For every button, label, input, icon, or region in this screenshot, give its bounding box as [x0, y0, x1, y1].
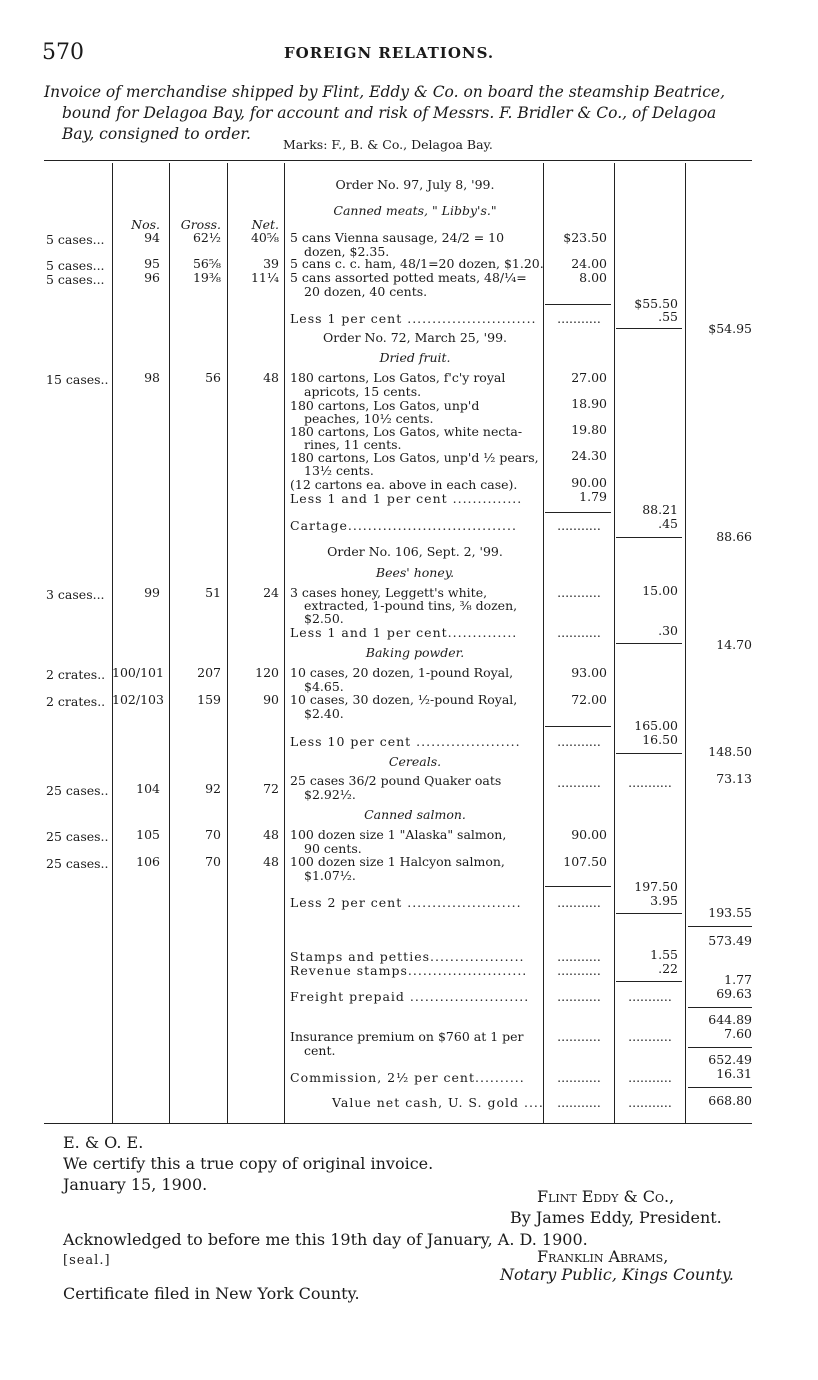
- item-desc: Stamps and petties...................: [290, 949, 525, 964]
- item-desc: $2.92½.: [304, 787, 356, 802]
- running-head: FOREIGN RELATIONS.: [284, 44, 495, 62]
- item-desc-text: Value net cash, U. S. gold: [332, 1095, 519, 1110]
- title-line: Bay, consigned to order.: [62, 125, 251, 143]
- subtotal-cell: 165.00: [634, 718, 678, 733]
- sum-rule: [545, 886, 611, 887]
- nos-cell: 100/101: [112, 665, 164, 680]
- net-cell: 48: [263, 854, 279, 869]
- gross-cell: 70: [205, 827, 221, 842]
- package-count: 2 crates..: [46, 667, 106, 682]
- total-cell: 16.31: [716, 1066, 752, 1081]
- category-heading: Canned meats, " Libby's.": [333, 203, 497, 218]
- amount-cell: 19.80: [571, 422, 607, 437]
- item-desc: 10 cases, 20 dozen, 1-pound Royal,: [290, 665, 514, 680]
- item-desc: 5 cans c. c. ham, 48/1=20 dozen, $1.20.: [290, 256, 544, 271]
- column-divider: [543, 163, 544, 1123]
- total-cell: 193.55: [708, 905, 752, 920]
- order-heading: Order No. 72, March 25, '99.: [322, 330, 508, 345]
- amount-cell: 107.50: [563, 854, 607, 869]
- amount-cell: 72.00: [571, 692, 607, 707]
- page-number: 570: [42, 40, 84, 65]
- amount-cell: 24.30: [571, 448, 607, 463]
- amount-cell: 93.00: [571, 665, 607, 680]
- item-desc: 13½ cents.: [304, 463, 374, 478]
- gross-cell: 159: [197, 692, 221, 707]
- amount-cell: 16.50: [642, 732, 678, 747]
- item-desc-text: Cartage: [290, 518, 348, 533]
- nos-cell: 106: [136, 854, 160, 869]
- gross-cell: 92: [205, 781, 221, 796]
- sum-rule: [688, 1007, 752, 1008]
- item-desc: 3 cases honey, Leggett's white,: [290, 585, 488, 600]
- leader-dots: ...........: [557, 1070, 601, 1085]
- item-desc: 180 cartons, Los Gatos, unp'd: [290, 398, 480, 413]
- order-heading: Order No. 106, Sept. 2, '99.: [327, 544, 503, 559]
- leader-dots: ...........: [557, 585, 601, 600]
- leader-dots: ...........: [557, 734, 601, 749]
- nos-cell: 96: [144, 270, 160, 285]
- item-desc: $4.65.: [304, 679, 344, 694]
- item-desc: rines, 11 cents.: [304, 437, 402, 452]
- package-count: 3 cases...: [46, 587, 105, 602]
- leader-dots: ...........: [628, 775, 672, 790]
- invoice-title: [44, 82, 769, 145]
- item-desc: Less 2 per cent .......................: [290, 895, 522, 910]
- sum-rule: [688, 926, 752, 927]
- total-cell: 652.49: [708, 1052, 752, 1067]
- table-top-rule: [44, 160, 752, 161]
- total-cell: $54.95: [708, 321, 752, 336]
- gross-cell: 19⅜: [192, 270, 221, 285]
- item-desc: $2.40.: [304, 706, 344, 721]
- item-desc: cent.: [304, 1043, 336, 1058]
- amount-cell: 8.00: [579, 270, 607, 285]
- leader-dots: ...........: [557, 989, 601, 1004]
- gross-cell: 56⅝: [192, 256, 221, 271]
- subtotal-cell: 88.21: [642, 502, 678, 517]
- amount-cell: 27.00: [571, 370, 607, 385]
- sum-rule: [616, 537, 682, 538]
- subtotal-cell: $55.50: [634, 296, 678, 311]
- sum-rule: [616, 328, 682, 329]
- item-desc-text: Commission, 2½ per cent: [290, 1070, 476, 1085]
- gross-cell: 207: [197, 665, 221, 680]
- item-desc-text: Freight prepaid: [290, 989, 405, 1004]
- leader-dots: ...........: [557, 311, 601, 326]
- nos-cell: 99: [144, 585, 160, 600]
- package-count: 2 crates..: [46, 694, 106, 709]
- category-heading: Canned salmon.: [364, 807, 466, 822]
- shipping-marks: Marks: F., B. & Co., Delagoa Bay.: [283, 137, 493, 152]
- nos-cell: 98: [144, 370, 160, 385]
- amount-cell: $23.50: [563, 230, 607, 245]
- leader-dots: ...........: [557, 1029, 601, 1044]
- item-desc: Cartage..................................: [290, 518, 517, 533]
- package-count: 5 cases...: [46, 272, 105, 287]
- total-cell: 148.50: [708, 744, 752, 759]
- item-desc: 100 dozen size 1 Halcyon salmon,: [290, 854, 505, 869]
- amount-cell: 3.95: [650, 893, 678, 908]
- category-heading: Bees' honey.: [375, 565, 455, 580]
- item-desc-text: Less 1 and 1 per cent: [290, 491, 448, 506]
- amount-cell: .30: [658, 623, 678, 638]
- column-divider: [284, 163, 285, 1123]
- item-desc: peaches, 10½ cents.: [304, 411, 434, 426]
- nos-cell: 94: [144, 230, 160, 245]
- item-desc: 25 cases 36/2 pound Quaker oats: [290, 773, 502, 788]
- item-desc: 100 dozen size 1 "Alaska" salmon,: [290, 827, 507, 842]
- nos-cell: 95: [144, 256, 160, 271]
- errors-omissions: E. & O. E.: [63, 1133, 144, 1152]
- sum-rule: [616, 913, 682, 914]
- nos-cell: 102/103: [112, 692, 164, 707]
- notary-title: Notary Public, Kings County.: [500, 1265, 734, 1284]
- item-desc: 180 cartons, Los Gatos, unp'd ½ pears,: [290, 450, 539, 465]
- sum-rule: [616, 643, 682, 644]
- item-desc: Insurance premium on $760 at 1 per: [290, 1029, 524, 1044]
- nos-cell: 105: [136, 827, 160, 842]
- package-count: 25 cases..: [46, 856, 109, 871]
- item-desc: 20 dozen, 40 cents.: [304, 284, 428, 299]
- net-cell: 39: [263, 256, 279, 271]
- item-desc: Less 1 and 1 per cent ..............: [290, 491, 523, 506]
- net-cell: 48: [263, 827, 279, 842]
- net-cell: 40⅝: [250, 230, 279, 245]
- item-desc-text: Less 2 per cent: [290, 895, 403, 910]
- total-cell: 69.63: [716, 986, 752, 1001]
- amount-cell: 1.79: [579, 489, 607, 504]
- col-head-nos: Nos.: [131, 217, 160, 232]
- package-count: 5 cases...: [46, 258, 105, 273]
- sum-rule: [616, 753, 682, 754]
- gross-cell: 70: [205, 854, 221, 869]
- sum-rule: [545, 304, 611, 305]
- net-cell: 11¼: [250, 270, 279, 285]
- gross-cell: 56: [205, 370, 221, 385]
- net-cell: 120: [255, 665, 279, 680]
- sum-rule: [688, 1087, 752, 1088]
- amount-cell: 1.55: [650, 947, 678, 962]
- leader-dots: ...........: [628, 1029, 672, 1044]
- leader-dots: ...........: [557, 625, 601, 640]
- order-heading: Order No. 97, July 8, '99.: [335, 177, 495, 192]
- total-cell: 644.89: [708, 1012, 752, 1027]
- firm-signature: Flint Eddy & Co.,: [537, 1187, 675, 1206]
- leader-dots: ...........: [557, 949, 601, 964]
- total-cell: 88.66: [716, 529, 752, 544]
- col-head-gross: Gross.: [180, 217, 221, 232]
- item-desc: 180 cartons, Los Gatos, f'c'y royal: [290, 370, 506, 385]
- amount-cell: .22: [658, 961, 678, 976]
- total-cell: 668.80: [708, 1093, 752, 1108]
- item-desc: $2.50.: [304, 611, 344, 626]
- net-cell: 72: [263, 781, 279, 796]
- column-divider: [169, 163, 170, 1123]
- amount-cell: 24.00: [571, 256, 607, 271]
- amount-cell: 18.90: [571, 396, 607, 411]
- leader-dots: ...........: [557, 518, 601, 533]
- seal-mark: [seal.]: [63, 1253, 111, 1268]
- item-desc: Less 1 and 1 per cent..............: [290, 625, 518, 640]
- item-desc: 10 cases, 30 dozen, ½-pound Royal,: [290, 692, 518, 707]
- item-desc-text: Revenue stamps: [290, 963, 408, 978]
- item-desc: Value net cash, U. S. gold ....: [332, 1095, 544, 1110]
- item-desc: Less 1 per cent ..........................: [290, 311, 537, 326]
- nos-cell: 104: [136, 781, 160, 796]
- item-desc: Freight prepaid ........................: [290, 989, 530, 1004]
- item-desc: 5 cans Vienna sausage, 24/2 = 10: [290, 230, 505, 245]
- item-desc: extracted, 1-pound tins, ⅜ dozen,: [304, 598, 518, 613]
- leader-dots: ...........: [557, 895, 601, 910]
- amount-cell: 15.00: [642, 583, 678, 598]
- leader-dots: ...........: [628, 1095, 672, 1110]
- item-desc: Commission, 2½ per cent..........: [290, 1070, 525, 1085]
- sum-rule: [545, 726, 611, 727]
- item-desc: Revenue stamps........................: [290, 963, 528, 978]
- subtotal-cell: 197.50: [634, 879, 678, 894]
- item-desc: Less 10 per cent .....................: [290, 734, 521, 749]
- amount-cell: 90.00: [571, 827, 607, 842]
- signer-line: By James Eddy, President.: [510, 1208, 722, 1227]
- sum-rule: [616, 981, 682, 982]
- leader-dots: ...........: [557, 1095, 601, 1110]
- leader-dots: ...........: [628, 1070, 672, 1085]
- item-desc: dozen, $2.35.: [304, 244, 390, 259]
- item-desc: apricots, 15 cents.: [304, 384, 422, 399]
- col-head-net: Net.: [251, 217, 279, 232]
- item-desc-text: Less 1 and 1 per cent: [290, 625, 448, 640]
- title-line: Invoice of merchandise shipped by Flint, Eddy & Co. on board the steamship Beatrice,: [44, 83, 725, 101]
- item-desc-text: Stamps and petties: [290, 949, 431, 964]
- total-cell: 573.49: [708, 933, 752, 948]
- package-count: 15 cases..: [46, 372, 109, 387]
- category-heading: Cereals.: [388, 754, 442, 769]
- amount-cell: .45: [658, 516, 678, 531]
- notary-name: Franklin Abrams,: [537, 1247, 669, 1266]
- net-cell: 48: [263, 370, 279, 385]
- amount-cell: 90.00: [571, 475, 607, 490]
- item-desc-text: Less 1 per cent: [290, 311, 403, 326]
- total-cell: 7.60: [724, 1026, 752, 1041]
- column-divider: [227, 163, 228, 1123]
- certify-line: We certify this a true copy of original invoice.: [63, 1154, 434, 1173]
- item-desc: 180 cartons, Los Gatos, white necta-: [290, 424, 523, 439]
- total-cell: 1.77: [724, 972, 752, 987]
- net-cell: 24: [263, 585, 279, 600]
- category-heading: Dried fruit.: [379, 350, 451, 365]
- acknowledgment: Acknowledged to before me this 19th day of January, A. D. 1900.: [63, 1230, 588, 1249]
- sum-rule: [688, 1047, 752, 1048]
- leader-dots: ...........: [628, 989, 672, 1004]
- item-desc: 5 cans assorted potted meats, 48/¼=: [290, 270, 527, 285]
- total-cell: 14.70: [716, 637, 752, 652]
- invoice-date: January 15, 1900.: [63, 1175, 208, 1194]
- leader-dots: ...........: [557, 775, 601, 790]
- sum-rule: [545, 512, 611, 513]
- package-count: 25 cases..: [46, 783, 109, 798]
- item-desc: (12 cartons ea. above in each case).: [290, 477, 518, 492]
- total-cell: 73.13: [716, 771, 752, 786]
- package-count: 25 cases..: [46, 829, 109, 844]
- category-heading: Baking powder.: [365, 645, 465, 660]
- amount-cell: .55: [658, 309, 678, 324]
- leader-dots: ...........: [557, 963, 601, 978]
- title-line: bound for Delagoa Bay, for account and risk of Messrs. F. Bridler & Co., of Delagoa: [62, 104, 717, 122]
- table-bottom-rule: [44, 1123, 752, 1124]
- package-count: 5 cases...: [46, 232, 105, 247]
- column-divider: [112, 163, 113, 1123]
- item-desc: 90 cents.: [304, 841, 362, 856]
- item-desc: $1.07½.: [304, 868, 356, 883]
- item-desc-text: Less 10 per cent: [290, 734, 412, 749]
- net-cell: 90: [263, 692, 279, 707]
- gross-cell: 62½: [192, 230, 221, 245]
- gross-cell: 51: [205, 585, 221, 600]
- certificate-line: Certificate filed in New York County.: [63, 1284, 360, 1303]
